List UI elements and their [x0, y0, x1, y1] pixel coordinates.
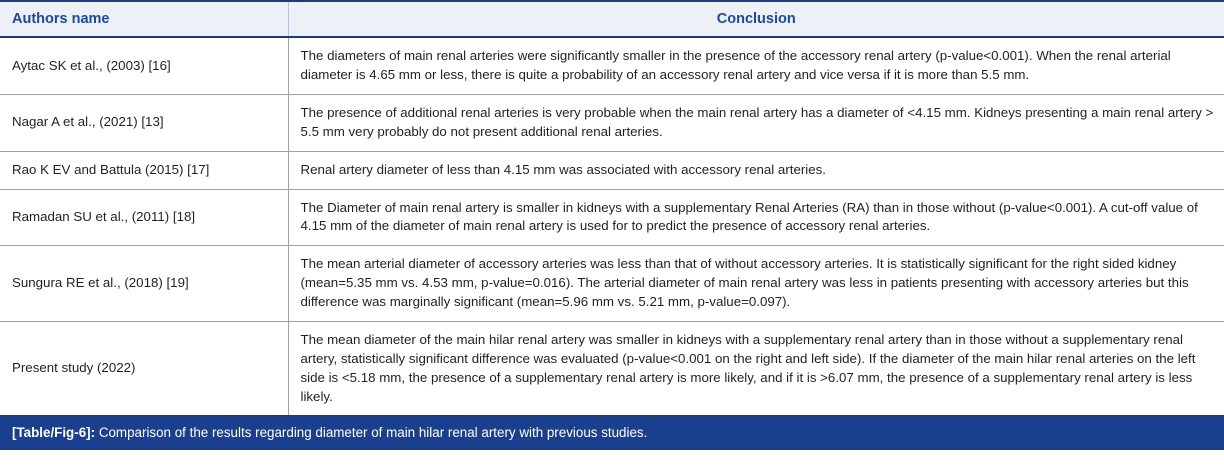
table-caption [0, 417, 1224, 449]
table-row [0, 151, 1224, 189]
cell-author: Aytac SK et al., (2003) [16] [0, 37, 288, 94]
cell-author: Rao K EV and Battula (2015) [17] [0, 151, 288, 189]
table-row [0, 246, 1224, 322]
table-row [0, 37, 1224, 94]
table-row [0, 189, 1224, 246]
table-header-row [0, 1, 1224, 37]
cell-author: Nagar A et al., (2021) [13] [0, 94, 288, 151]
cell-conclusion: The mean arterial diameter of accessory arteries was less than that of without accessory arteries. It is statistically significant for the right sided kidney (mean=5.35 mm vs. 4.53 mm, p-value=0.016). The arterial diameter of main renal artery was less in patients presenting with accessory arteries but this difference was marginally significant (mean=5.96 mm vs. 5.21 mm, p-value=0.097). [288, 246, 1224, 322]
table-body [0, 37, 1224, 416]
caption-label: [Table/Fig-6]: [12, 425, 96, 441]
table-row [0, 94, 1224, 151]
cell-author: Ramadan SU et al., (2011) [18] [0, 189, 288, 246]
cell-conclusion: The presence of additional renal arteries is very probable when the main renal artery has a diameter of <4.15 mm. Kidneys presenting a main renal artery > 5.5 mm very probably do not present additional renal arteries. [288, 94, 1224, 151]
cell-conclusion: The Diameter of main renal artery is smaller in kidneys with a supplementary Renal Arteries (RA) than in those without (p-value<0.001). A cut-off value of 4.15 mm of the diameter of main renal artery is used for to predict the presence of accessory renal arteries. [288, 189, 1224, 246]
column-header-conclusion: Conclusion [288, 1, 1224, 37]
cell-author: Sungura RE et al., (2018) [19] [0, 246, 288, 322]
caption-text: Comparison of the results regarding diameter of main hilar renal artery with previous studies. [98, 425, 648, 441]
cell-conclusion: The mean diameter of the main hilar renal artery was smaller in kidneys with a supplementary renal artery than in those without a supplementary renal artery, statistically significant difference was evaluated (p-value<0.001 on the right and left side). If the diameter of the main hilar renal arteries on the left side is <5.18 mm, the presence of a supplementary renal artery is more likely, and if it is >6.07 mm, the presence of a supplementary renal artery is less likely. [288, 321, 1224, 416]
cell-conclusion: The diameters of main renal arteries were significantly smaller in the presence of the accessory renal artery (p-value<0.001). When the renal arterial diameter is 4.65 mm or less, there is quite a probability of an accessory renal artery and vice versa if it is more than 5.5 mm. [288, 37, 1224, 94]
column-header-authors: Authors name [0, 1, 288, 37]
table-header [0, 1, 1224, 37]
cell-conclusion: Renal artery diameter of less than 4.15 mm was associated with accessory renal arteries. [288, 151, 1224, 189]
cell-author: Present study (2022) [0, 321, 288, 416]
table-row [0, 321, 1224, 416]
